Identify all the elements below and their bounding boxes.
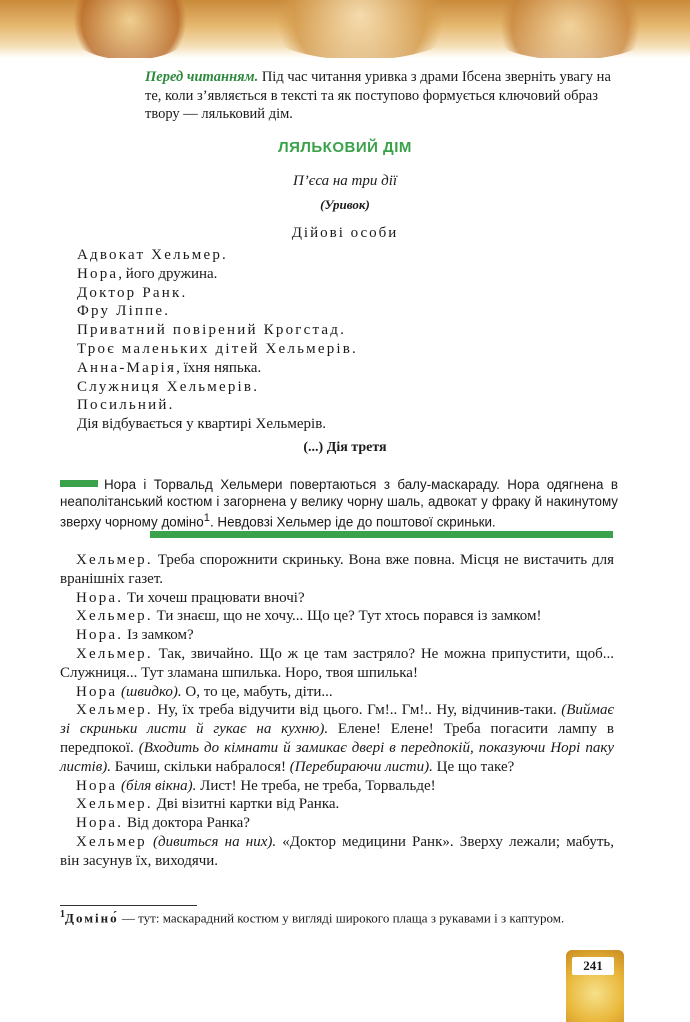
speaker-name: Нора. (76, 815, 124, 832)
dialogue-line (60, 683, 614, 702)
dialogue-line (60, 607, 614, 626)
play-title: ЛЯЛЬКОВИЙ ДІМ (278, 139, 412, 156)
dialogue-line (60, 551, 614, 589)
speech-text: Бачиш, скільки набралося! (110, 758, 290, 775)
stage-remark: (Входить до кімнати й замикає двері в передпокій, показуючи Норі паку листів). (60, 739, 615, 775)
speech-text: Ти хочеш працювати вночі? (123, 589, 305, 606)
speaker-name: Нора. (76, 589, 124, 606)
speech-text: Дві візитні картки від Ранка. (152, 796, 340, 813)
banner-ornament (480, 0, 660, 58)
footnote-definition: — тут: маскарадний костюм у вигляді широкого плаща з рукавами і з каптуром. (118, 910, 565, 926)
act-heading: (...) Дія третя (303, 440, 387, 455)
speech-text: Від доктора Ранка? (123, 815, 250, 832)
cast-item: Троє маленьких дітей Хельмерів. (77, 340, 356, 357)
pre-reading-text: Під час читання уривка з драми Ібсена зверніть увагу на те, коли з’являється в тексті та як поступово формується ключовий образ твору — ляльковий дім. (145, 69, 611, 122)
speaker-name: Нора (76, 777, 118, 794)
accent-bar (150, 531, 613, 538)
page-number: 241 (572, 957, 614, 975)
speaker-name: Нора (76, 683, 118, 700)
speaker-name: Хельмер. (76, 702, 153, 719)
speech-text: Так, звичайно. Що ж це там застряло? Не можна припустити, щоб... Служниця... Тут зламана шпилька. Норо, твоя шпилька! (60, 645, 614, 681)
speaker-name: Хельмер. (76, 608, 153, 625)
stage-remark: (Перебираючи листи). (289, 758, 433, 775)
dialogue-line (60, 833, 614, 871)
footnote: $^1$Доміно́ — тут: маскарадний костюм у вигляді широкого плаща з рукавами і з каптуром. (60, 909, 565, 926)
speech-text: Елене! Елене! Треба погасити лампу в передпокої. (60, 721, 614, 756)
footnote-term: Доміно́ (65, 910, 119, 926)
speech-text: Це що таке? (432, 758, 515, 775)
cast-item: Фру Ліппе. (77, 303, 169, 320)
speech-text: Лист! Не треба, не треба, Торвальде! (196, 777, 436, 794)
dialogue-line (60, 589, 614, 608)
stage-remark: (Виймає зі скриньки листи й гукає на кухню). (60, 702, 614, 738)
pre-reading-lead: Перед читанням. (145, 69, 259, 85)
dialogue-line (60, 795, 614, 814)
pre-reading-note (145, 68, 617, 124)
stage-direction: Нора і Торвальд Хельмери повертаються з балу-маскараду. Нора одягнена в неаполітанський костюм і загорнена у велику чорну шаль, адвокат у фраку й накинутому зверху чорному доміно$^1$. Невдовзі Хельмер іде до поштової скриньки. (60, 477, 618, 530)
cast-item: Анна-Марія, їхня няпька. (77, 359, 262, 376)
footnote-ref: 1 (203, 512, 210, 524)
cast-item: Посильний. (77, 397, 173, 414)
cast-heading: Дійові особи (291, 225, 399, 241)
cast-item: Приватний повірений Крогстад. (77, 322, 344, 339)
speech-text: Ти знаєш, що не хочу... Що це? Тут хтось порався із замком! (152, 608, 542, 625)
dialogue (60, 551, 614, 871)
cast-list (77, 246, 637, 434)
speaker-name: Хельмер. (76, 796, 153, 813)
speech-text: Ну, їх треба відучити від цього. Гм!.. Гм!.. Ну, відчинив-таки. (152, 702, 562, 719)
speaker-name: Хельмер (76, 833, 147, 850)
speaker-name: Нора. (76, 627, 124, 644)
cast-item: Адвокат Хельмер. (77, 247, 226, 263)
speech-text: О, то це, мабуть, діти... (181, 683, 333, 700)
dialogue-line (60, 645, 614, 683)
speech-text: Треба спорожнити скриньку. Вона вже повна. Місця не вистачить для вранішніх газет. (60, 552, 614, 587)
banner-ornament (60, 0, 200, 58)
stage-remark: (біля вікна). (117, 777, 197, 794)
play-subtitle: П’єса на три дії (292, 173, 398, 189)
setting-line: Дія відбувається у квартирі Хельмерів. (77, 416, 327, 433)
excerpt-label: (Уривок) (320, 197, 370, 212)
speech-text: Із замком? (123, 627, 194, 644)
speaker-name: Хельмер. (76, 645, 153, 662)
dialogue-line (60, 777, 614, 796)
dialogue-line (60, 814, 614, 833)
dialogue-line (60, 701, 614, 776)
banner-ornament (250, 0, 470, 58)
speaker-name: Хельмер. (76, 552, 153, 568)
speech-text: «Доктор медицини Ранк». Зверху лежали; мабуть, він засунув їх, виходячи. (60, 833, 615, 869)
stage-remark: (швидко). (117, 683, 182, 700)
cast-item: Доктор Ранк. (77, 284, 186, 301)
cast-item: Нора, його дружина. (77, 265, 218, 282)
dialogue-line (60, 626, 614, 645)
cast-item: Служниця Хельмерів. (77, 378, 257, 395)
stage-remark: (дивиться на них). (146, 833, 277, 850)
decorative-banner (0, 0, 690, 58)
